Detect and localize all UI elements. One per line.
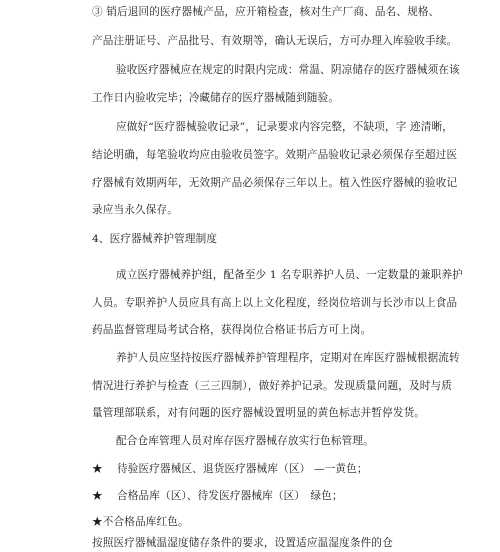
text-line: 应做好“医疗器械验收记录”，记录要求内容完整，不缺项，字 迹清晰， [116,121,453,133]
text-line: 产品注册证号、产品批号、有效期等，确认无误后，方可办理入库验收手续。 [92,35,458,47]
text-line: 量管理部联系，对有问题的医疗器械设置明显的黄色标志并暂停发货。 [92,407,426,419]
text-line: ③ 销后退回的医疗器械产品，应开箱检查，核对生产厂商、品名、规格、 [92,6,440,18]
text-line: 成立医疗器械养护组，配备至少 1 名专职养护人员、一定数量的兼职养护 [116,269,463,281]
text-line: 验收医疗器械应在规定的时限内完成：常温、阴凉储存的医疗器械须在该 [116,64,460,76]
list-item: ★ 待验医疗器械区、退货医疗器械库（区） —一黄色； [92,463,368,475]
list-item: ★ 合格品库（区）、待发医疗器械库（区） 绿色； [92,490,343,502]
text-line: 人员。专职养护人员应具有高上以上文化程度，经岗位培训与长沙市以上食品 [92,297,458,309]
section-heading: 4、医疗器械养护管理制度 [92,233,218,245]
text-line: 按照医疗器械温湿度储存条件的要求，设置适应温湿度条件的仓 [92,537,393,549]
list-item: ★不合格品库红色。 [92,516,189,528]
text-line: 药品监督管理局考试合格，获得岗位合格证书后方可上岗。 [92,324,372,336]
text-line: 录应当永久保存。 [92,204,178,216]
text-line: 情况进行养护与检查（三三四制），做好养护记录。发现质量问题，及时与质 [92,380,452,392]
text-line: 养护人员应坚持按医疗器械养护管理程序，定期对在库医疗器械根据流转 [116,352,460,364]
text-line: 配合仓库管理人员对库存医疗器械存放实行色标管理。 [116,435,374,447]
text-line: 疗器械有效期两年，无效期产品必须保存三年以上。植入性医疗器械的验收记 [92,177,458,189]
text-line: 结论明确，每笔验收均应由验收员签字。效期产品验收记录必须保存至超过医 [92,149,458,161]
text-line: 工作日内验收完毕；冷藏储存的医疗器械随到随验。 [92,92,340,104]
